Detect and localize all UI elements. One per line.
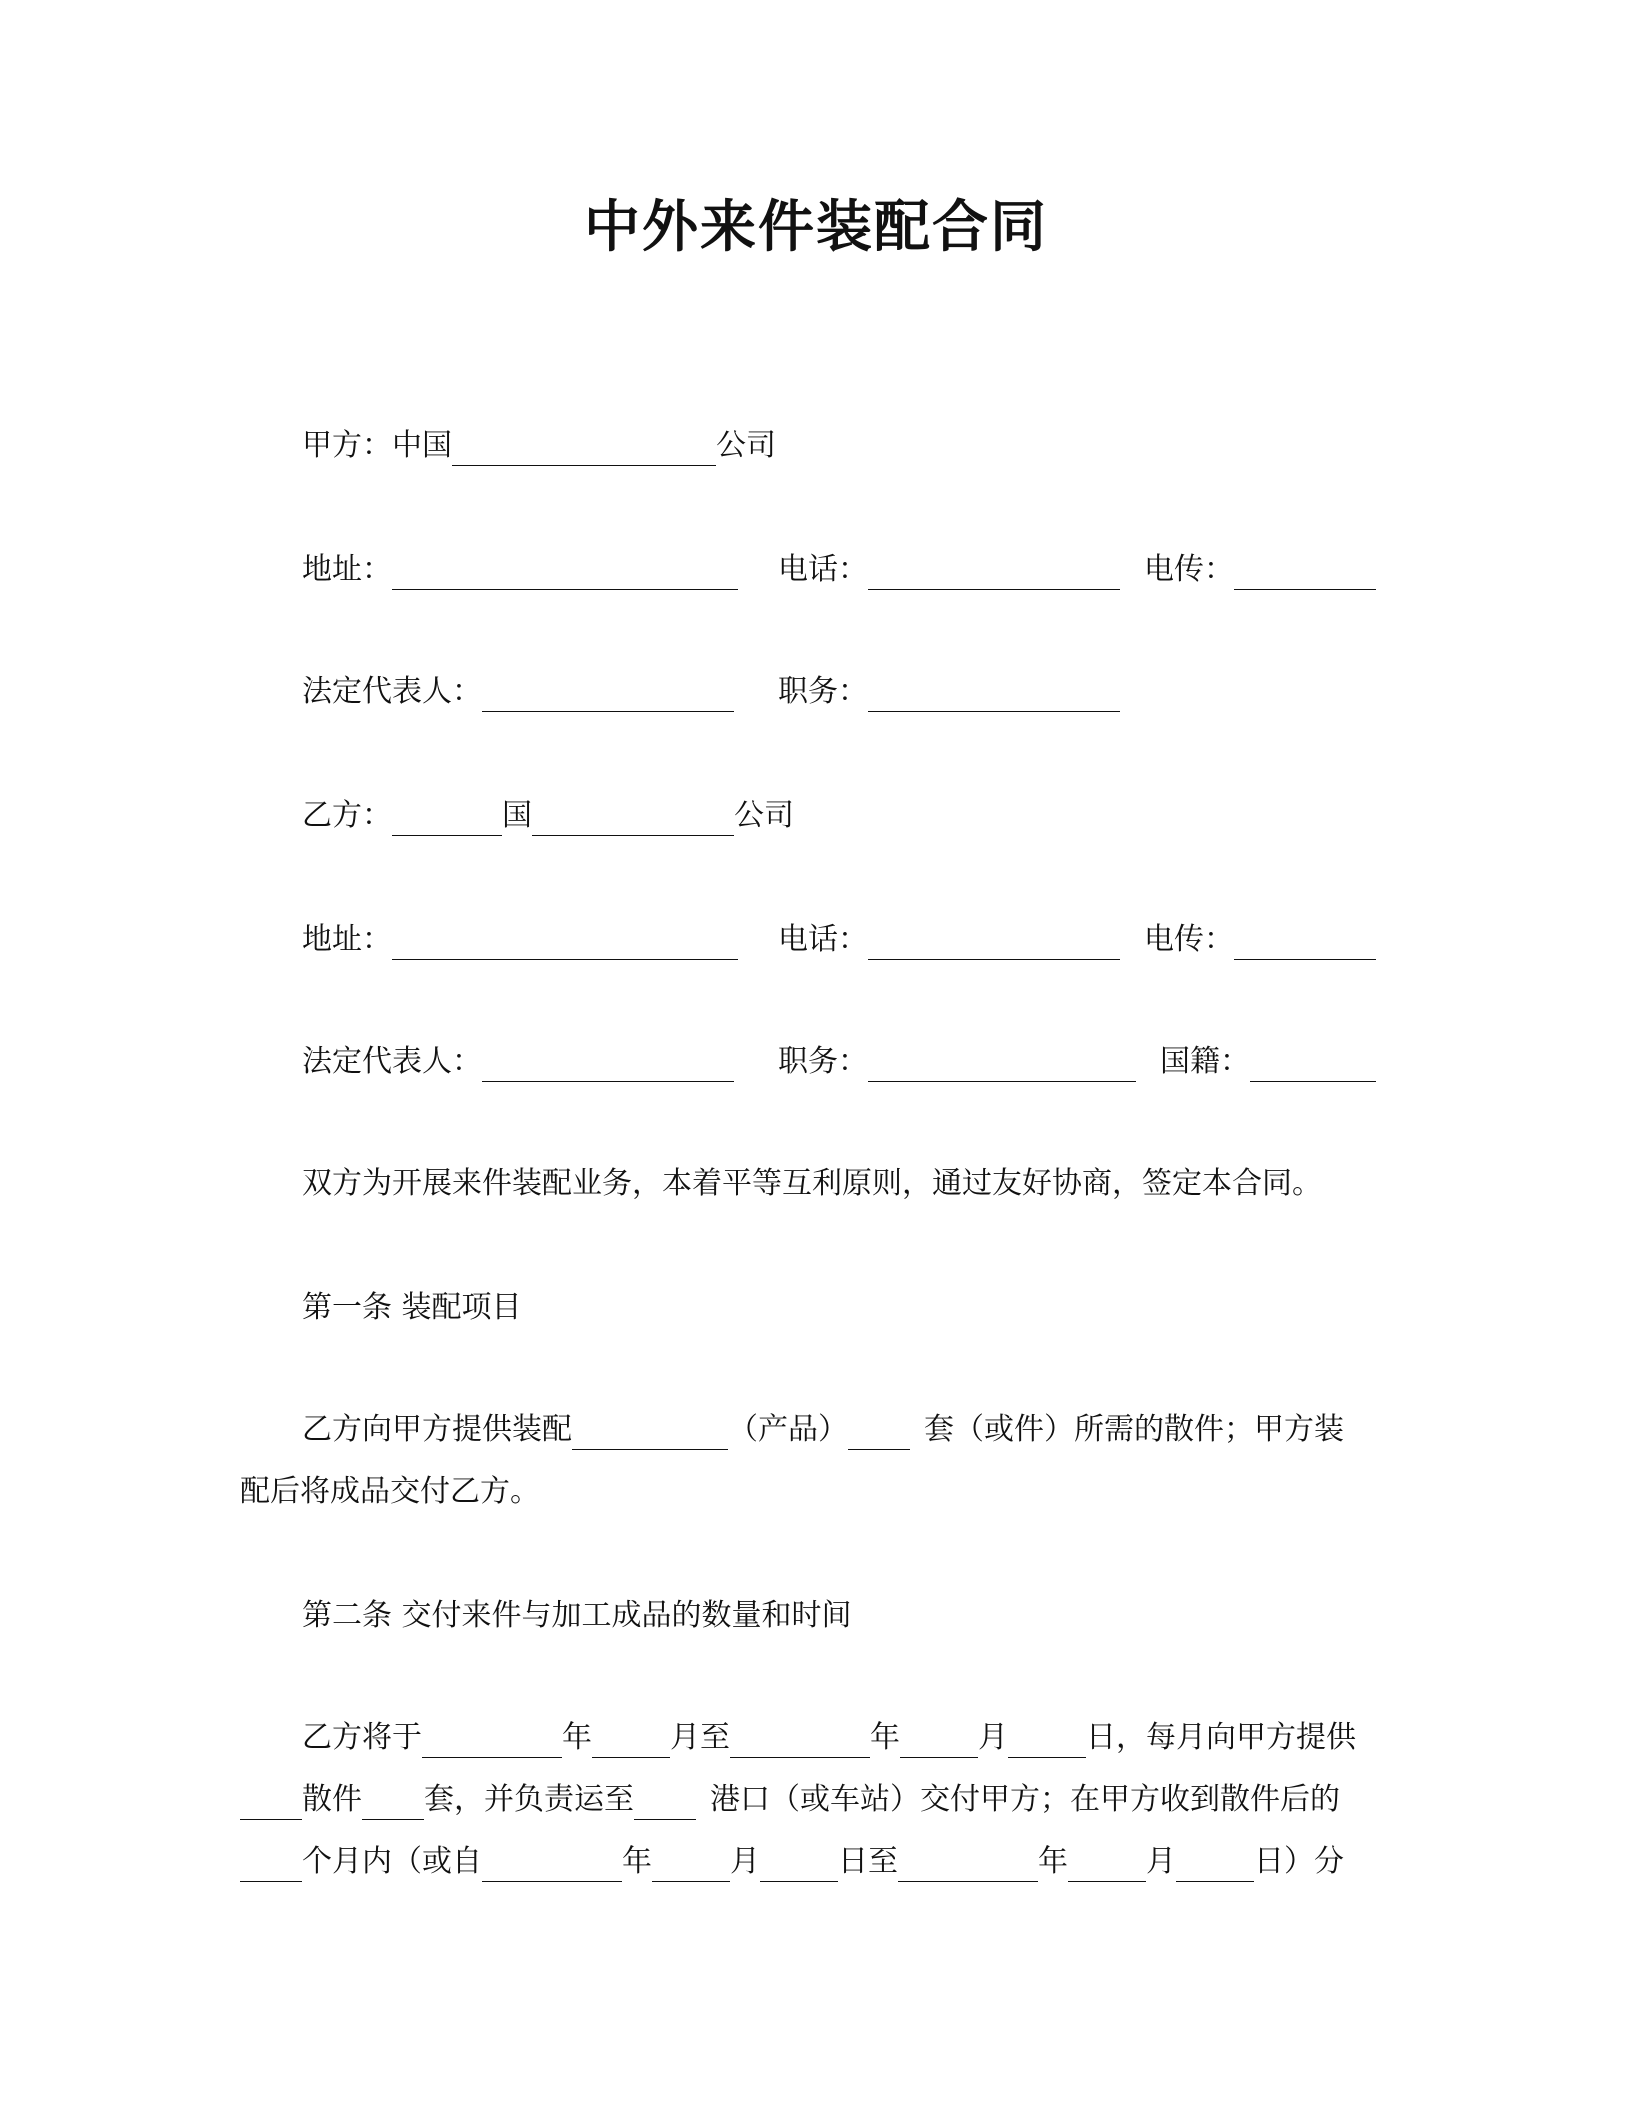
article-2-heading: 第二条 交付来件与加工成品的数量和时间 [302, 1598, 852, 1633]
article-1-text-b: （产品） [728, 1412, 848, 1447]
article-2-l3-b: 年 [622, 1844, 652, 1879]
article-2-l3-f: 月 [1146, 1844, 1176, 1879]
to-month-blank [1068, 1845, 1146, 1882]
party-a-rep-line [240, 668, 1380, 716]
article-2-l2-b: 套，并负责运至 [424, 1782, 634, 1817]
sets-blank [362, 1783, 424, 1820]
party-a-rep-label: 法定代表人： [302, 674, 482, 709]
party-b-rep-blank [482, 1045, 734, 1082]
article-2-l2-c: 港口（或车站）交付甲方；在甲方收到散件后的 [710, 1782, 1340, 1817]
article-2-l3-e: 年 [1038, 1844, 1068, 1879]
intro-paragraph: 双方为开展来件装配业务，本着平等互利原则，通过友好协商，签定本合同。 [302, 1166, 1322, 1201]
end-day-blank [1008, 1721, 1086, 1758]
end-month-blank [900, 1721, 978, 1758]
party-a-prefix: 中国 [392, 428, 452, 463]
article-2-l1-f: 日，每月向甲方提供 [1086, 1720, 1356, 1755]
party-b-name-blank [532, 799, 734, 836]
article-1-heading: 第一条 装配项目 [302, 1290, 522, 1325]
document-title: 中外来件装配合同 [584, 195, 1048, 260]
party-b-suffix: 公司 [734, 798, 794, 833]
end-year-blank [730, 1721, 870, 1758]
article-2-l2-a: 散件 [302, 1782, 362, 1817]
from-year-blank [482, 1845, 622, 1882]
party-b-position-label: 职务： [778, 1044, 868, 1079]
party-a-fax-blank [1234, 553, 1376, 590]
article-2-l3-a: 个月内（或自 [302, 1844, 482, 1879]
article-1-text-a: 乙方向甲方提供装配 [302, 1412, 572, 1447]
to-day-blank [1176, 1845, 1254, 1882]
article-2-l3-d: 日至 [838, 1844, 898, 1879]
party-a-address-label: 地址： [302, 552, 392, 587]
to-year-blank [898, 1845, 1038, 1882]
party-a-position-label: 职务： [778, 674, 868, 709]
party-a-contact-line [240, 546, 1380, 594]
party-b-nationality-blank [1250, 1045, 1376, 1082]
party-b-label: 乙方： [302, 798, 392, 833]
party-a-line [240, 422, 1380, 470]
party-b-rep-label: 法定代表人： [302, 1044, 482, 1079]
party-a-address-blank [392, 553, 738, 590]
start-year-blank [422, 1721, 562, 1758]
article-2-line-1 [302, 1714, 1356, 1762]
party-a-name-blank [452, 429, 716, 466]
start-month-blank [592, 1721, 670, 1758]
party-b-country-blank [392, 799, 502, 836]
party-b-phone-label: 电话： [778, 922, 868, 957]
party-a-phone-blank [868, 553, 1120, 590]
article-2-l3-c: 月 [730, 1844, 760, 1879]
party-a-rep-blank [482, 675, 734, 712]
article-2-line-3 [240, 1838, 1344, 1886]
article-1-line-1 [302, 1406, 1344, 1454]
article-2-l1-c: 月至 [670, 1720, 730, 1755]
party-a-fax-label: 电传： [1144, 552, 1234, 587]
party-b-country-suffix: 国 [502, 798, 532, 833]
from-month-blank [652, 1845, 730, 1882]
product-blank [572, 1413, 728, 1450]
article-2-l1-b: 年 [562, 1720, 592, 1755]
article-1-line-2: 配后将成品交付乙方。 [240, 1474, 540, 1509]
quantity-blank [848, 1413, 910, 1450]
party-b-contact-line [240, 916, 1380, 964]
party-a-position-blank [868, 675, 1120, 712]
party-b-fax-label: 电传： [1144, 922, 1234, 957]
party-a-phone-label: 电话： [778, 552, 868, 587]
party-b-line [240, 792, 1380, 840]
party-b-address-blank [392, 923, 738, 960]
party-b-nationality-label: 国籍： [1160, 1044, 1250, 1079]
article-2-line-2 [240, 1776, 1340, 1824]
article-2-l1-e: 月 [978, 1720, 1008, 1755]
monthly-parts-blank [240, 1783, 302, 1820]
article-2-l1-d: 年 [870, 1720, 900, 1755]
article-1-text-c: 套（或件）所需的散件；甲方装 [924, 1412, 1344, 1447]
port-blank [634, 1783, 696, 1820]
article-2-l1-a: 乙方将于 [302, 1720, 422, 1755]
party-a-suffix: 公司 [716, 428, 776, 463]
party-b-fax-blank [1234, 923, 1376, 960]
article-2-l3-g: 日）分 [1254, 1844, 1344, 1879]
months-blank [240, 1845, 302, 1882]
party-a-label: 甲方： [302, 428, 392, 463]
party-b-phone-blank [868, 923, 1120, 960]
from-day-blank [760, 1845, 838, 1882]
party-b-position-blank [868, 1045, 1136, 1082]
party-b-rep-line [240, 1038, 1380, 1086]
party-b-address-label: 地址： [302, 922, 392, 957]
